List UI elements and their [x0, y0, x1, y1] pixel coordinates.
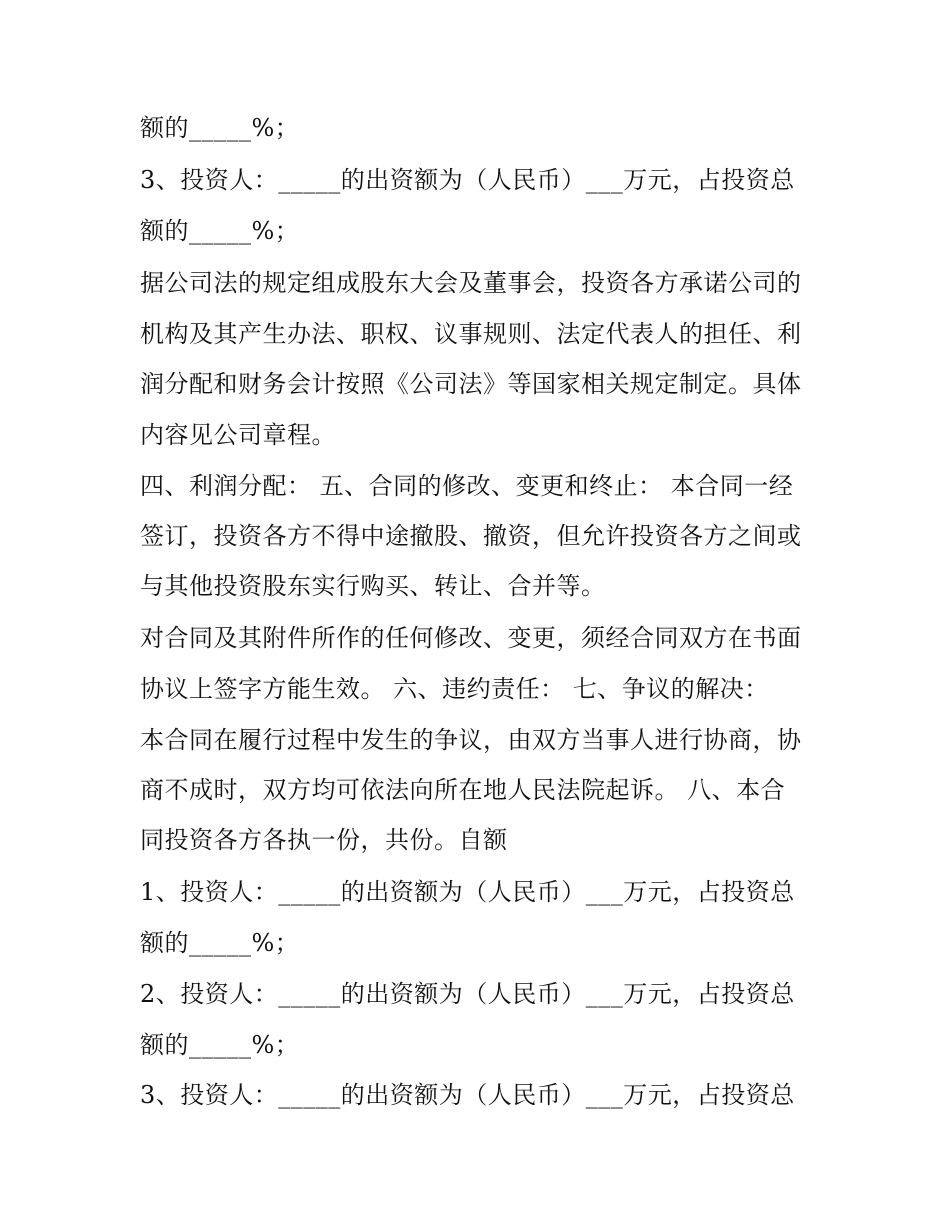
- text-line: 对合同及其附件所作的任何修改、变更，须经合同双方在书面: [140, 624, 802, 652]
- text-line: 润分配和财务会计按照《公司法》等国家相关规定制定。具体: [140, 370, 802, 398]
- text-line: 据公司法的规定组成股东大会及董事会，投资各方承诺公司的: [140, 269, 802, 297]
- text-line: 签订，投资各方不得中途撤股、撤资，但允许投资各方之间或: [140, 522, 802, 550]
- text-line: 机构及其产生办法、职权、议事规则、法定代表人的担任、利: [140, 320, 802, 348]
- text-line: 同投资各方各执一份，共份。自额: [140, 826, 508, 854]
- text-line: 额的_____%；: [140, 1031, 300, 1059]
- text-line: 本合同在履行过程中发生的争议，由双方当事人进行协商，协: [140, 726, 802, 754]
- text-line: 3、投资人：_____的出资额为（人民币）___万元，占投资总: [140, 166, 795, 194]
- text-line: 额的_____%；: [140, 929, 300, 957]
- text-line: 额的_____%；: [140, 114, 300, 142]
- text-line: 额的_____%；: [140, 217, 300, 245]
- text-line: 商不成时，双方均可依法向所在地人民法院起诉。 八、本合: [140, 776, 786, 804]
- text-line: 与其他投资股东实行购买、转让、合并等。: [140, 572, 606, 600]
- text-line: 3、投资人：_____的出资额为（人民币）___万元，占投资总: [140, 1081, 795, 1109]
- text-line: 内容见公司章程。: [140, 421, 336, 449]
- text-line: 2、投资人：_____的出资额为（人民币）___万元，占投资总: [140, 980, 795, 1008]
- text-line: 四、利润分配： 五、合同的修改、变更和终止： 本合同一经: [140, 472, 794, 500]
- text-line: 协议上签字方能生效。 六、违约责任： 七、争议的解决：: [140, 675, 769, 703]
- text-line: 1、投资人：_____的出资额为（人民币）___万元，占投资总: [140, 878, 795, 906]
